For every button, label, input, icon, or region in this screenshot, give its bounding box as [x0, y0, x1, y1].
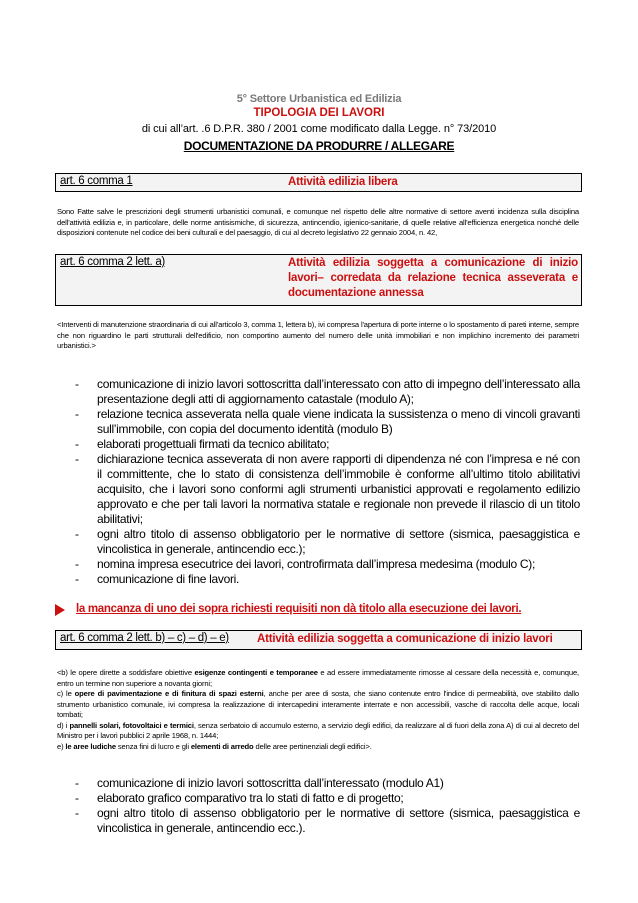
list-item: - comunicazione di inizio lavori sottoscritta dall’interessato (modulo A1) — [75, 776, 444, 790]
list-item: - comunicazione di inizio lavori sottoscritta dall’interessato con atto di impegno dell’interessato alla presentazione degli atti di aggiornamento catastale (modulo A); — [75, 377, 581, 406]
document-title: TIPOLOGIA DEI LAVORI — [253, 107, 385, 119]
list-item: - relazione tecnica asseverata nella quale viene indicata la sussistenza o meno di vincoli gravanti sull’immobile, con copia del documento identità (modulo B) — [75, 407, 580, 436]
right-triangle-arrow-icon — [55, 604, 65, 616]
section2-text: <Interventi di manutenzione straordinaria di cui all'articolo 3, comma 1, lettera b), ivi compresa l'apertura di porte interne o lo spostamento di pareti interne, sempre che non riguardino le parti strutturali dell'edificio, non comportino aumento del numero delle unità immobiliari e non implichino incremento dei parametri urbanistici.> — [57, 320, 579, 350]
section2-requirements-list — [75, 377, 580, 587]
section1-text: Sono Fatte salve le prescrizioni degli strumenti urbanistici comunali, e comunque nel rispetto delle altre normative di settore aventi incidenza sulla disciplina dell'attività edilizia e, in particolare, delle norme antisismiche, di sicurezza, antincendio, igienico-sanitarie, di quelle relative all'efficienza energetica nonché delle disposizioni contenute nel codice dei beni culturali e del paesaggio, di cui al decreto legislativo 22 gennaio 2004, n. 42, — [57, 207, 579, 237]
section1-header-box — [55, 173, 582, 192]
list-item: - comunicazione di fine lavori. — [75, 572, 240, 586]
section3-title: Attività edilizia soggetta a comunicazione di inizio lavori — [257, 633, 553, 645]
warning-line — [55, 603, 585, 619]
section1-title: Attività edilizia libera — [288, 176, 398, 188]
item-d: d) i pannelli solari, fotovoltaici e termici, senza serbatoio di accumulo esterno, a servizio degli edifici, da realizzare al di fuori della zona A) di cui al decreto del Ministro per i lavori pubblici 2 aprile 1968, n. 1444; — [57, 720, 579, 740]
section2-title: Attività edilizia soggetta a comunicazione di inizio lavori– corredata da relazione tecnica asseverata e documentazione annessa — [288, 257, 578, 299]
department-heading: 5° Settore Urbanistica ed Edilizia — [236, 93, 402, 105]
list-item: - nomina impresa esecutrice dei lavori, controfirmata dall’impresa medesima (modulo C); — [75, 557, 536, 571]
section1-ref: art. 6 comma 1 — [60, 175, 133, 187]
section3-text — [57, 668, 579, 752]
list-item: - elaborato grafico comparativo tra lo stati di fatto e di progetto; — [75, 791, 404, 805]
list-item: - dichiarazione tecnica asseverata di non avere rapporti di dipendenza né con l’impresa e né con il committente, che lo stato di consistenza dell’immobile è conforme all’ultimo titolo abilitativi acquisito, che i lavori sono conformi agli strumenti urbanistici approvati e regolamento edilizio approvato e che per tali lavori la normativa statale e regionale non prevede il rilascio di un titolo abilitativi; — [75, 452, 580, 526]
list-item: - ogni altro titolo di assenso obbligatorio per le normative di settore (sismica, paesaggistica e vincolistica in generale, antincendio ecc.); — [75, 527, 580, 556]
section3-header-box — [55, 630, 582, 650]
section2-ref: art. 6 comma 2 lett. a) — [60, 256, 165, 268]
item-e: e) le aree ludiche senza fini di lucro e gli elementi di arredo delle aree pertinenziali degli edifici>. — [57, 741, 372, 751]
item-b: <b) le opere dirette a soddisfare obiettive esigenze contingenti e temporanee e ad essere immediatamente rimosse al cessare della necessità e, comunque, entro un termine non superiore a novanta giorni; — [57, 668, 579, 688]
list-item: - elaborati progettuali firmati da tecnico abilitato; — [75, 437, 330, 451]
list-item: - ogni altro titolo di assenso obbligatorio per le normative di settore (sismica, paesaggistica e vincolistica in generale, antincendio ecc.). — [75, 806, 580, 835]
section2-header-box — [55, 254, 582, 306]
warning-text: la mancanza di uno dei sopra richiesti requisiti non dà titolo alla esecuzione dei lavori. — [76, 603, 522, 615]
section3-ref: art. 6 comma 2 lett. b) – c) – d) – e) — [60, 632, 229, 644]
section3-requirements-list — [75, 776, 580, 836]
item-c: c) le opere di pavimentazione e di finitura di spazi esterni, anche per aree di sosta, che siano contenute entro l'indice di permeabilità, ove stabilito dallo strumento urbanistico comunale, ivi compresa la realizzazione di intercapedini interamente interrate e non accessibili, vasche di raccolta delle acque, locali tombati; — [57, 689, 579, 719]
legal-reference: di cui all’art. .6 D.P.R. 380 / 2001 come modificato dalla Legge. n° 73/2010 — [141, 123, 497, 135]
document-subtitle: DOCUMENTAZIONE DA PRODURRE / ALLEGARE — [183, 139, 455, 153]
